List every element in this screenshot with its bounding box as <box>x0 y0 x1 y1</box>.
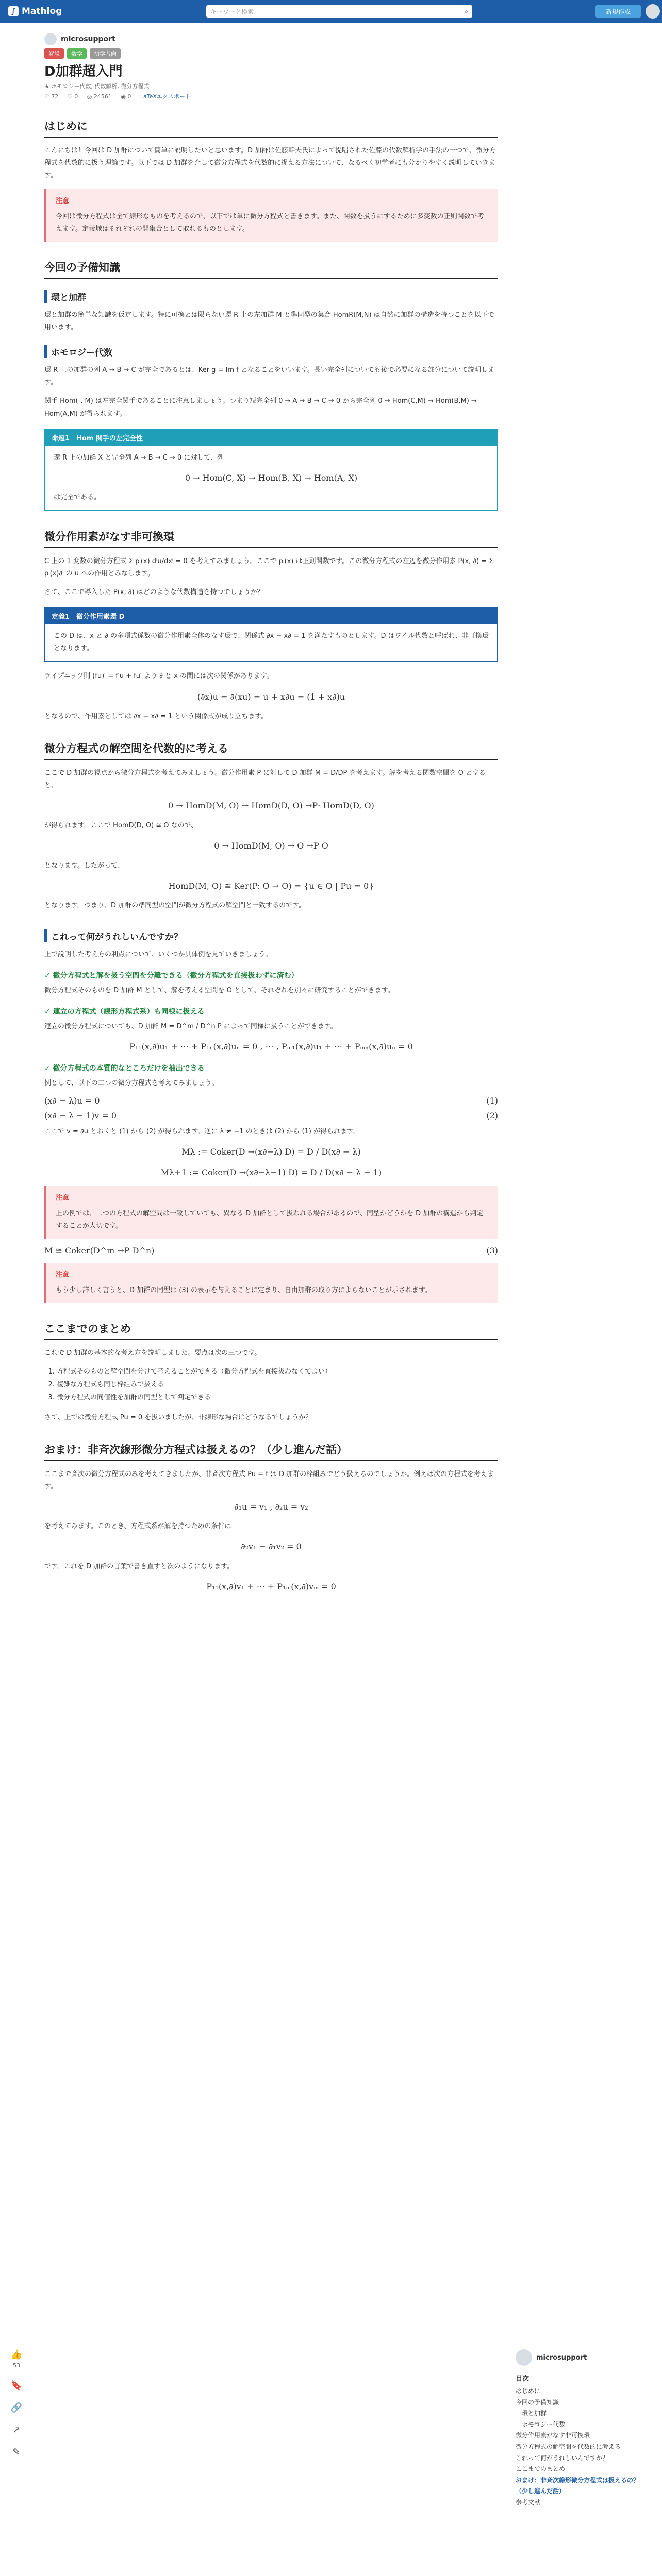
toc-item[interactable]: これって何がうれしいんですか？ <box>516 2454 609 2462</box>
like-icon[interactable]: 👍 <box>10 2349 23 2360</box>
section-extra <box>44 1442 498 1594</box>
search-icon[interactable]: ⌕ <box>465 7 468 15</box>
toc <box>516 2386 650 2509</box>
math: HomD(M, O) ≅ Ker(P: O → O) = {u ∈ O | Pu = 0} <box>168 880 374 891</box>
paragraph: 関手 Hom(-, M) は左完全関手であることに注意しましょう。つまり短完全列 0 → A → B → C → 0 から完全列 0 → Hom(C,M) → Hom(B,M) → Hom(A,M) が得られます。 <box>44 397 477 418</box>
toc-item[interactable]: ホモロジー代数 <box>522 2420 566 2428</box>
box-title: 定義1 微分作用素環 D <box>45 608 497 624</box>
equation: M ≅ Coker(D^m →P D^n) (3) <box>44 1246 498 1256</box>
point-title: ✓ 微分方程式と解を扱う空間を分離できる（微分方程式を直接扱わずに済む） <box>44 972 299 980</box>
comment-count: ♡ 0 <box>67 93 78 100</box>
paragraph: 例として、以下の二つの微分方程式を考えてみましょう。 <box>44 1079 219 1087</box>
section-solution-space <box>44 740 498 912</box>
math: ∂₂v₁ − ∂₁v₂ = 0 <box>241 1541 302 1552</box>
sidebar <box>516 2349 650 2509</box>
toc-item[interactable]: はじめに <box>516 2387 541 2395</box>
paragraph: 微分方程式そのものを D 加群 M として、解を考える空間を O として、それぞれを別々に研究することができます。 <box>44 987 394 995</box>
link-icon[interactable]: 🔗 <box>10 2402 23 2413</box>
sidebar-author[interactable]: microsupport <box>516 2349 650 2366</box>
toc-item[interactable]: ここまでのまとめ <box>516 2465 566 2473</box>
list-item: 3. 微分方程式の同値性を加群の同型として判定できる <box>57 1392 498 1404</box>
paragraph: を考えてみます。このとき、方程式系が解を持つための条件は <box>44 1522 231 1531</box>
note-title: 注意 <box>56 1271 70 1279</box>
tag[interactable]: 解説 <box>44 48 64 59</box>
subsection-title: ホモロジー代数 <box>44 345 498 358</box>
box-title: 命題1 Hom 関手の左完全性 <box>45 430 497 446</box>
avatar[interactable] <box>516 2349 532 2366</box>
like-count: ♡ 72 <box>44 93 59 100</box>
toc-item[interactable]: 参考文献 <box>516 2498 541 2506</box>
paragraph: さて、ここで導入した P(x, ∂) はどのような代数構造を持つでしょうか？ <box>44 588 264 597</box>
math: 0 → HomD(M, O) → HomD(D, O) →P· HomD(D, O) <box>168 801 374 811</box>
paragraph: さて、上では微分方程式 Pu = 0 を扱いましたが、非線形な場合はどうなるでしょうか？ <box>44 1413 312 1421</box>
paragraph: ライプニッツ則 (fu)′ = f′u + fu′ より ∂ と x の間には次の関係があります。 <box>44 672 273 681</box>
box-body: この D は、x と ∂ の多項式係数の微分作用素全体のなす環で、関係式 ∂x − x∂ = 1 を満たすものとします。D はワイル代数と呼ばれ、非可換環となります。 <box>54 632 489 653</box>
tag-list <box>44 48 498 59</box>
math: 0 → Hom(C, X) → Hom(B, X) → Hom(A, X) <box>185 472 358 483</box>
note-body: 今回は微分方程式は全て線形なものを考えるので、以下では単に微分方程式と書きます。また、関数を扱うにするために多変数の正則関数で考えます。定義域はそれぞれの開集合として取れるものとします。 <box>56 213 484 233</box>
paragraph: 連立の微分方程式についても、D 加群 M = D^m / D^n P によって同様に扱うことができます。 <box>44 1023 337 1031</box>
paragraph: となります。したがって、 <box>44 861 124 870</box>
paragraph: こんにちは！今回は D 加群について簡単に説明したいと思います。D 加群は佐藤幹夫氏によって提唱された佐藤の代数解析学の手法の一つで、微分方程式を代数的に扱う理論です。以下では D 加群を介して微分方程式を代数的に捉える方法について、なるべく初学者にも分かりやすく説明していきます。 <box>44 147 496 180</box>
paragraph: です。これを D 加群の言葉で書き直すと次のようになります。 <box>44 1562 234 1570</box>
search-input[interactable]: キーワード検索 ⌕ <box>206 5 472 18</box>
note-body: もう少し詳しく言うと、D 加群の同型は (3) の表示を与えるごとに定まり、自由加群の取り方によらないことが示されます。 <box>56 1286 432 1295</box>
note-title: 注意 <box>56 1194 70 1202</box>
logo-icon: ∫ <box>8 6 19 16</box>
section-prereq <box>44 259 498 511</box>
header <box>0 0 662 23</box>
proposition-box <box>44 429 498 512</box>
like-count: 53 <box>13 2362 20 2369</box>
share-count: ◉ 0 <box>121 93 131 100</box>
section-title: はじめに <box>44 118 498 138</box>
paragraph: 環 R 上の加群の列 A → B → C が完全であるとは、Ker g = Im f となることをいいます。長い完全列についても後で必要になる部分について説明します。 <box>44 366 495 387</box>
author[interactable]: microsupport <box>44 33 498 45</box>
note <box>44 1186 498 1239</box>
math: (∂x)u = ∂(xu) = u + x∂u = (1 + x∂)u <box>197 691 345 702</box>
section-ring <box>44 529 498 723</box>
toc-item[interactable]: 今回の予備知識 <box>516 2398 559 2406</box>
math: Mλ+1 := Coker(D →(x∂−λ−1) D) = D / D(x∂ − λ − 1) <box>160 1167 382 1177</box>
note <box>44 1263 498 1303</box>
math: ∂₁u = v₁ , ∂₂u = v₂ <box>234 1501 308 1512</box>
section-title: おまけ：非斉次線形微分方程式は扱えるの？（少し進んだ話） <box>44 1442 498 1461</box>
tag[interactable]: 初学者向 <box>90 48 121 59</box>
definition-box <box>44 607 498 662</box>
math: P₁₁(x,∂)v₁ + ⋯ + P₁ₘ(x,∂)vₘ = 0 <box>206 1581 336 1591</box>
section-title: ここまでのまとめ <box>44 1320 498 1340</box>
paragraph: ここで v = ∂u とおくと (1) から (2) が得られます。逆に λ ≠ −1 のときは (2) から (1) が得られます。 <box>44 1127 360 1136</box>
list-item: 2. 複雑な方程式も同じ枠組みで扱える <box>57 1379 498 1392</box>
list-item: 1. 方程式そのものと解空間を分けて考えることができる（微分方程式を直接扱わなくてよい） <box>57 1366 498 1379</box>
latex-export-link[interactable]: LaTeXエクスポート <box>140 93 191 100</box>
toc-item[interactable]: 微分方程式の解空間を代数的に考える <box>516 2443 621 2450</box>
math: P₁₁(x,∂)u₁ + ⋯ + P₁ₙ(x,∂)uₙ = 0 , ⋯ , Pₘ₁(x,∂)u₁ + ⋯ + Pₘₙ(x,∂)uₙ = 0 <box>129 1042 413 1052</box>
section-intro <box>44 118 498 242</box>
share-icon[interactable]: ↗ <box>12 2425 21 2435</box>
section-summary <box>44 1320 498 1423</box>
logo[interactable]: ∫ Mathlog <box>8 6 62 16</box>
edit-icon[interactable]: ✎ <box>12 2447 21 2458</box>
math: 0 → HomD(M, O) → O →P O <box>214 840 328 851</box>
note-body: 上の例では、二つの方程式の解空間は一致していても、異なる D 加群として扱われる場合があるので、同型かどうかを D 加群の構造から判定することが大切です。 <box>56 1210 484 1230</box>
equation: (x∂ − λ − 1)v = 0 (2) <box>44 1110 498 1121</box>
math: Mλ := Coker(D →(x∂−λ) D) = D / D(x∂ − λ) <box>181 1147 361 1157</box>
categories[interactable]: ★ ホモロジー代数, 代数解析, 微分方程式 <box>44 83 150 90</box>
avatar[interactable] <box>646 4 660 19</box>
paragraph: これで D 加群の基本的な考え方を説明しました。要点は次の三つです。 <box>44 1349 261 1358</box>
section-title: 微分作用素がなす非可換環 <box>44 529 498 548</box>
new-post-button[interactable]: 新規作成 <box>595 5 641 18</box>
subsection-title: これって何がうれしいんですか？ <box>44 929 498 942</box>
page-title: D加群超入門 <box>44 64 123 79</box>
article <box>44 33 498 1601</box>
stats <box>44 92 498 100</box>
section-title: 今回の予備知識 <box>44 259 498 279</box>
paragraph: となります。つまり、D 加群の準同型の空間が微分方程式の解空間と一致するのです。 <box>44 902 306 910</box>
note-title: 注意 <box>56 197 70 206</box>
paragraph: が得られます。ここで HomD(D, O) ≅ O なので、 <box>44 821 198 829</box>
subsection-title: 環と加群 <box>44 290 498 303</box>
equation: (x∂ − λ)u = 0 (1) <box>44 1095 498 1106</box>
action-bar <box>6 2349 27 2458</box>
toc-title: 目次 <box>516 2375 529 2383</box>
tag[interactable]: 数学 <box>67 48 87 59</box>
paragraph: 上で説明した考え方の利点について、いくつか具体例を見ていきましょう。 <box>44 951 272 959</box>
paragraph: ここまで斉次の微分方程式のみを考えてきましたが、非斉次方程式 Pu = f は D 加群の枠組みでどう扱えるのでしょうか。例えば次の方程式を考えます。 <box>44 1470 494 1490</box>
toc-item-active[interactable]: おまけ：非斉次線形微分方程式は扱えるの？（少し進んだ話） <box>516 2476 640 2495</box>
paragraph: C 上の 1 変数の微分方程式 Σ pᵢ(x) dⁱu/dxⁱ = 0 を考えてみましょう。ここで pᵢ(x) は正則関数です。この微分方程式の左辺を微分作用素 P(x, ∂) = Σ pᵢ(x)∂ⁱ の u への作用とみなします。 <box>44 557 493 578</box>
note <box>44 189 498 242</box>
point-title: ✓ 微分方程式の本質的なところだけを抽出できる <box>44 1064 205 1073</box>
paragraph: 環と加群の簡単な知識を仮定します。特に可換とは限らない環 R 上の左加群 M と準同型の集合 HomR(M,N) は自然に加群の構造を持つことを以下で用います。 <box>44 311 494 332</box>
section-title: 微分方程式の解空間を代数的に考える <box>44 740 498 760</box>
author-avatar[interactable] <box>44 33 57 45</box>
summary-list <box>57 1366 498 1404</box>
view-count: ◎ 24561 <box>87 93 112 100</box>
section-merits <box>44 929 498 1303</box>
toc-item[interactable]: 環と加群 <box>522 2410 547 2417</box>
paragraph: となるので、作用素としては ∂x − x∂ = 1 という関係式が成り立ちます。 <box>44 713 268 721</box>
paragraph: ここで D 加群の視点から微分方程式を考えてみましょう。微分作用素 P に対して D 加群 M = D/DP を考えます。解を考える関数空間を O とすると、 <box>44 769 486 790</box>
toc-item[interactable]: 微分作用素がなす非可換環 <box>516 2432 590 2439</box>
point-title: ✓ 連立の方程式（線形方程式系）も同様に扱える <box>44 1008 205 1016</box>
box-body: 環 R 上の加群 X と完全列 A → B → C → 0 に対して、列 0 → Hom(C, X) → Hom(B, X) → Hom(A, X) は完全である。 <box>45 446 497 511</box>
bookmark-icon[interactable]: 🔖 <box>10 2380 23 2391</box>
